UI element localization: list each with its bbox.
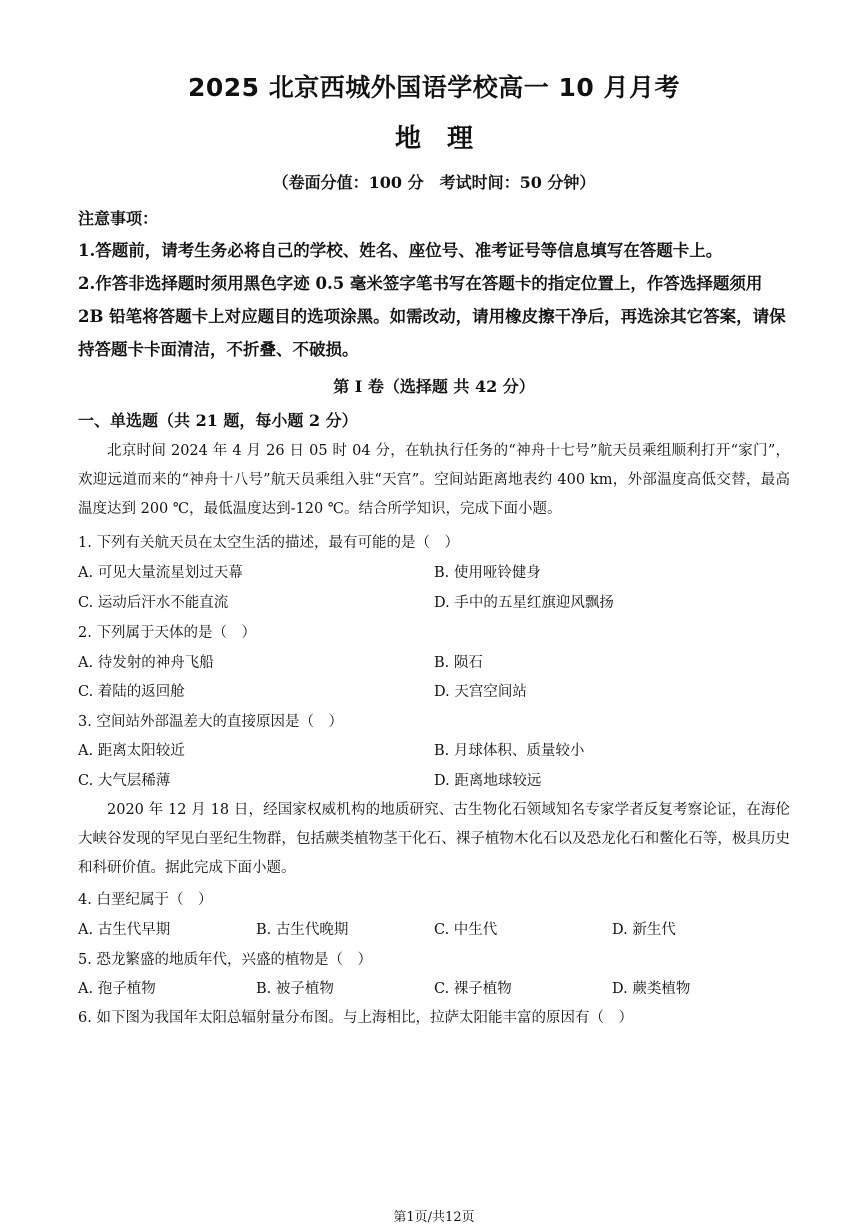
question-2-option-c: C. 着陆的返回舱 bbox=[78, 684, 185, 700]
question-4-stem: 4. 白垩纪属于（ ） bbox=[78, 892, 213, 908]
question-1-option-b: B. 使用哑铃健身 bbox=[434, 565, 541, 581]
question-3-option-b: B. 月球体积、质量较小 bbox=[434, 743, 585, 759]
subject-title: 地 理 bbox=[394, 124, 473, 154]
question-5-option-a: A. 孢子植物 bbox=[78, 981, 156, 997]
question-3-option-a: A. 距离太阳较近 bbox=[78, 743, 185, 759]
question-3-option-c: C. 大气层稀薄 bbox=[78, 773, 171, 789]
notice-item-1: 1.答题前，请考生务必将自己的学校、姓名、座位号、准考证号等信息填写在答题卡上。 bbox=[78, 241, 723, 260]
question-2-option-d: D. 天宫空间站 bbox=[434, 684, 527, 700]
question-5-option-d: D. 蕨类植物 bbox=[612, 981, 691, 997]
question-2-stem: 2. 下列属于天体的是（ ） bbox=[78, 625, 256, 641]
question-4-option-d: D. 新生代 bbox=[612, 922, 676, 938]
question-5-stem: 5. 恐龙繁盛的地质年代，兴盛的植物是（ ） bbox=[78, 952, 372, 968]
notice-item-2: 2.作答非选择题时须用黑色字迹 0.5 毫米签字笔书写在答题卡的指定位置上，作答选择题须用 2B 铅笔将答题卡上对应题目的选项涂黑。如需改动，请用橡皮擦干净后，再选涂其它答案，请保持答题卡卡面清洁，不折叠、不破损。 bbox=[78, 274, 786, 359]
passage-1: 北京时间 2024 年 4 月 26 日 05 时 04 分，在轨执行任务的“神舟十七号”航天员乘组顺利打开“家门”，欢迎远道而来的“神舟十八号”航天员乘组入驻“天宫”。空间站距离地表约 400 km，外部温度高低交替，最高温度达到 200 ℃，最低温度达到-120 ℃。结合所学知识，完成下面小题。 bbox=[78, 443, 790, 517]
question-6-stem: 6. 如下图为我国年太阳总辐射量分布图。与上海相比，拉萨太阳能丰富的原因有（ ） bbox=[78, 1010, 633, 1026]
question-3-option-d: D. 距离地球较远 bbox=[434, 773, 542, 789]
score-time-line: （卷面分值：100 分 考试时间：50 分钟） bbox=[272, 173, 596, 192]
question-5-option-c: C. 裸子植物 bbox=[434, 981, 512, 997]
part-title: 一、单选题（共 21 题，每小题 2 分） bbox=[78, 411, 358, 430]
question-1-option-d: D. 手中的五星红旗迎风飘扬 bbox=[434, 595, 614, 611]
exam-title: 2025 北京西城外国语学校高一 10 月月考 bbox=[188, 73, 680, 102]
question-5-option-b: B. 被子植物 bbox=[256, 981, 334, 997]
passage-2: 2020 年 12 月 18 日，经国家权威机构的地质研究、古生物化石领域知名专家学者反复考察论证，在海伦大峡谷发现的罕见白垩纪生物群，包括蕨类植物茎干化石、裸子植物木化石以及恐龙化石和鳖化石等，极具历史和科研价值。据此完成下面小题。 bbox=[78, 802, 790, 876]
page-footer: 第1页/共12页 bbox=[393, 1210, 475, 1225]
question-4-option-c: C. 中生代 bbox=[434, 922, 498, 938]
section-title: 第 I 卷（选择题 共 42 分） bbox=[333, 377, 535, 396]
question-1-option-c: C. 运动后汗水不能直流 bbox=[78, 595, 229, 611]
question-1-option-a: A. 可见大量流星划过天幕 bbox=[78, 565, 243, 581]
question-2-option-a: A. 待发射的神舟飞船 bbox=[78, 655, 214, 671]
question-3-stem: 3. 空间站外部温差大的直接原因是（ ） bbox=[78, 714, 343, 730]
question-4-option-a: A. 古生代早期 bbox=[78, 922, 171, 938]
question-4-option-b: B. 古生代晚期 bbox=[256, 922, 349, 938]
question-1-stem: 1. 下列有关航天员在太空生活的描述，最有可能的是（ ） bbox=[78, 535, 459, 551]
question-2-option-b: B. 陨石 bbox=[434, 655, 483, 671]
notice-heading: 注意事项： bbox=[78, 209, 159, 228]
